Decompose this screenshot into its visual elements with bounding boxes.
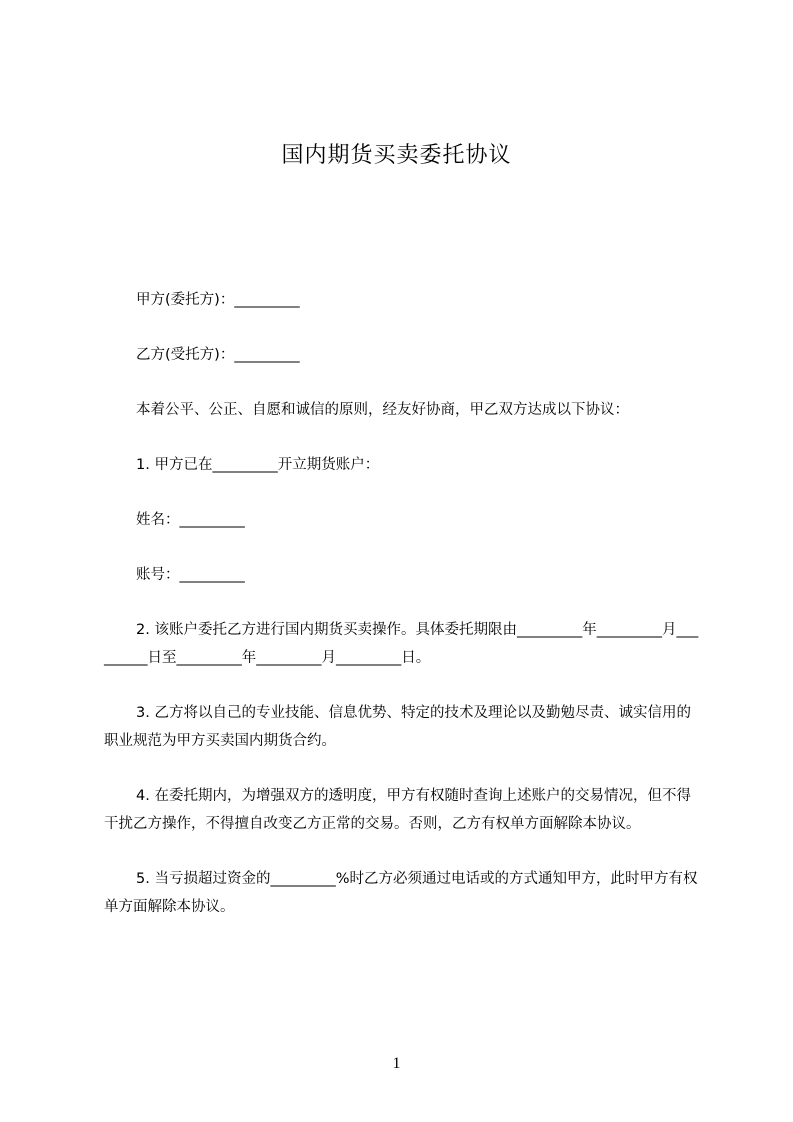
clause-3: 3. 乙方将以自己的专业技能、信息优势、特定的技术及理论以及勤勉尽责、诚实信用的职业规范为甲方买卖国内期货合约。 xyxy=(104,705,691,749)
document-body xyxy=(104,286,700,921)
preamble-paragraph: 本着公平、公正、自愿和诚信的原则，经友好协商，甲乙双方达成以下协议： xyxy=(136,402,629,418)
account-field-line: 账号：_________ xyxy=(136,567,245,583)
document-title: 国内期货买卖委托协议 xyxy=(281,143,512,168)
party-b-line: 乙方(受托方)：_________ xyxy=(136,347,300,363)
clause-2: 2. 该账户委托乙方进行国内期货买卖操作。具体委托期限由_________年_________月_________日至_________年_________月_________日。 xyxy=(104,622,699,666)
party-a-line: 甲方(委托方)：_________ xyxy=(136,292,300,308)
clause-5: 5. 当亏损超过资金的_________%时乙方必须通过电话或的方式通知甲方，此时甲方有权单方面解除本协议。 xyxy=(104,871,698,915)
clause-4: 4. 在委托期内，为增强双方的透明度，甲方有权随时查询上述账户的交易情况，但不得干扰乙方操作，不得擅自改变乙方正常的交易。否则，乙方有权单方面解除本协议。 xyxy=(104,788,691,832)
clause-1: 1. 甲方已在_________开立期货账户： xyxy=(136,457,380,473)
page-number: 1 xyxy=(392,1055,401,1072)
name-field-line: 姓名：_________ xyxy=(136,512,245,528)
